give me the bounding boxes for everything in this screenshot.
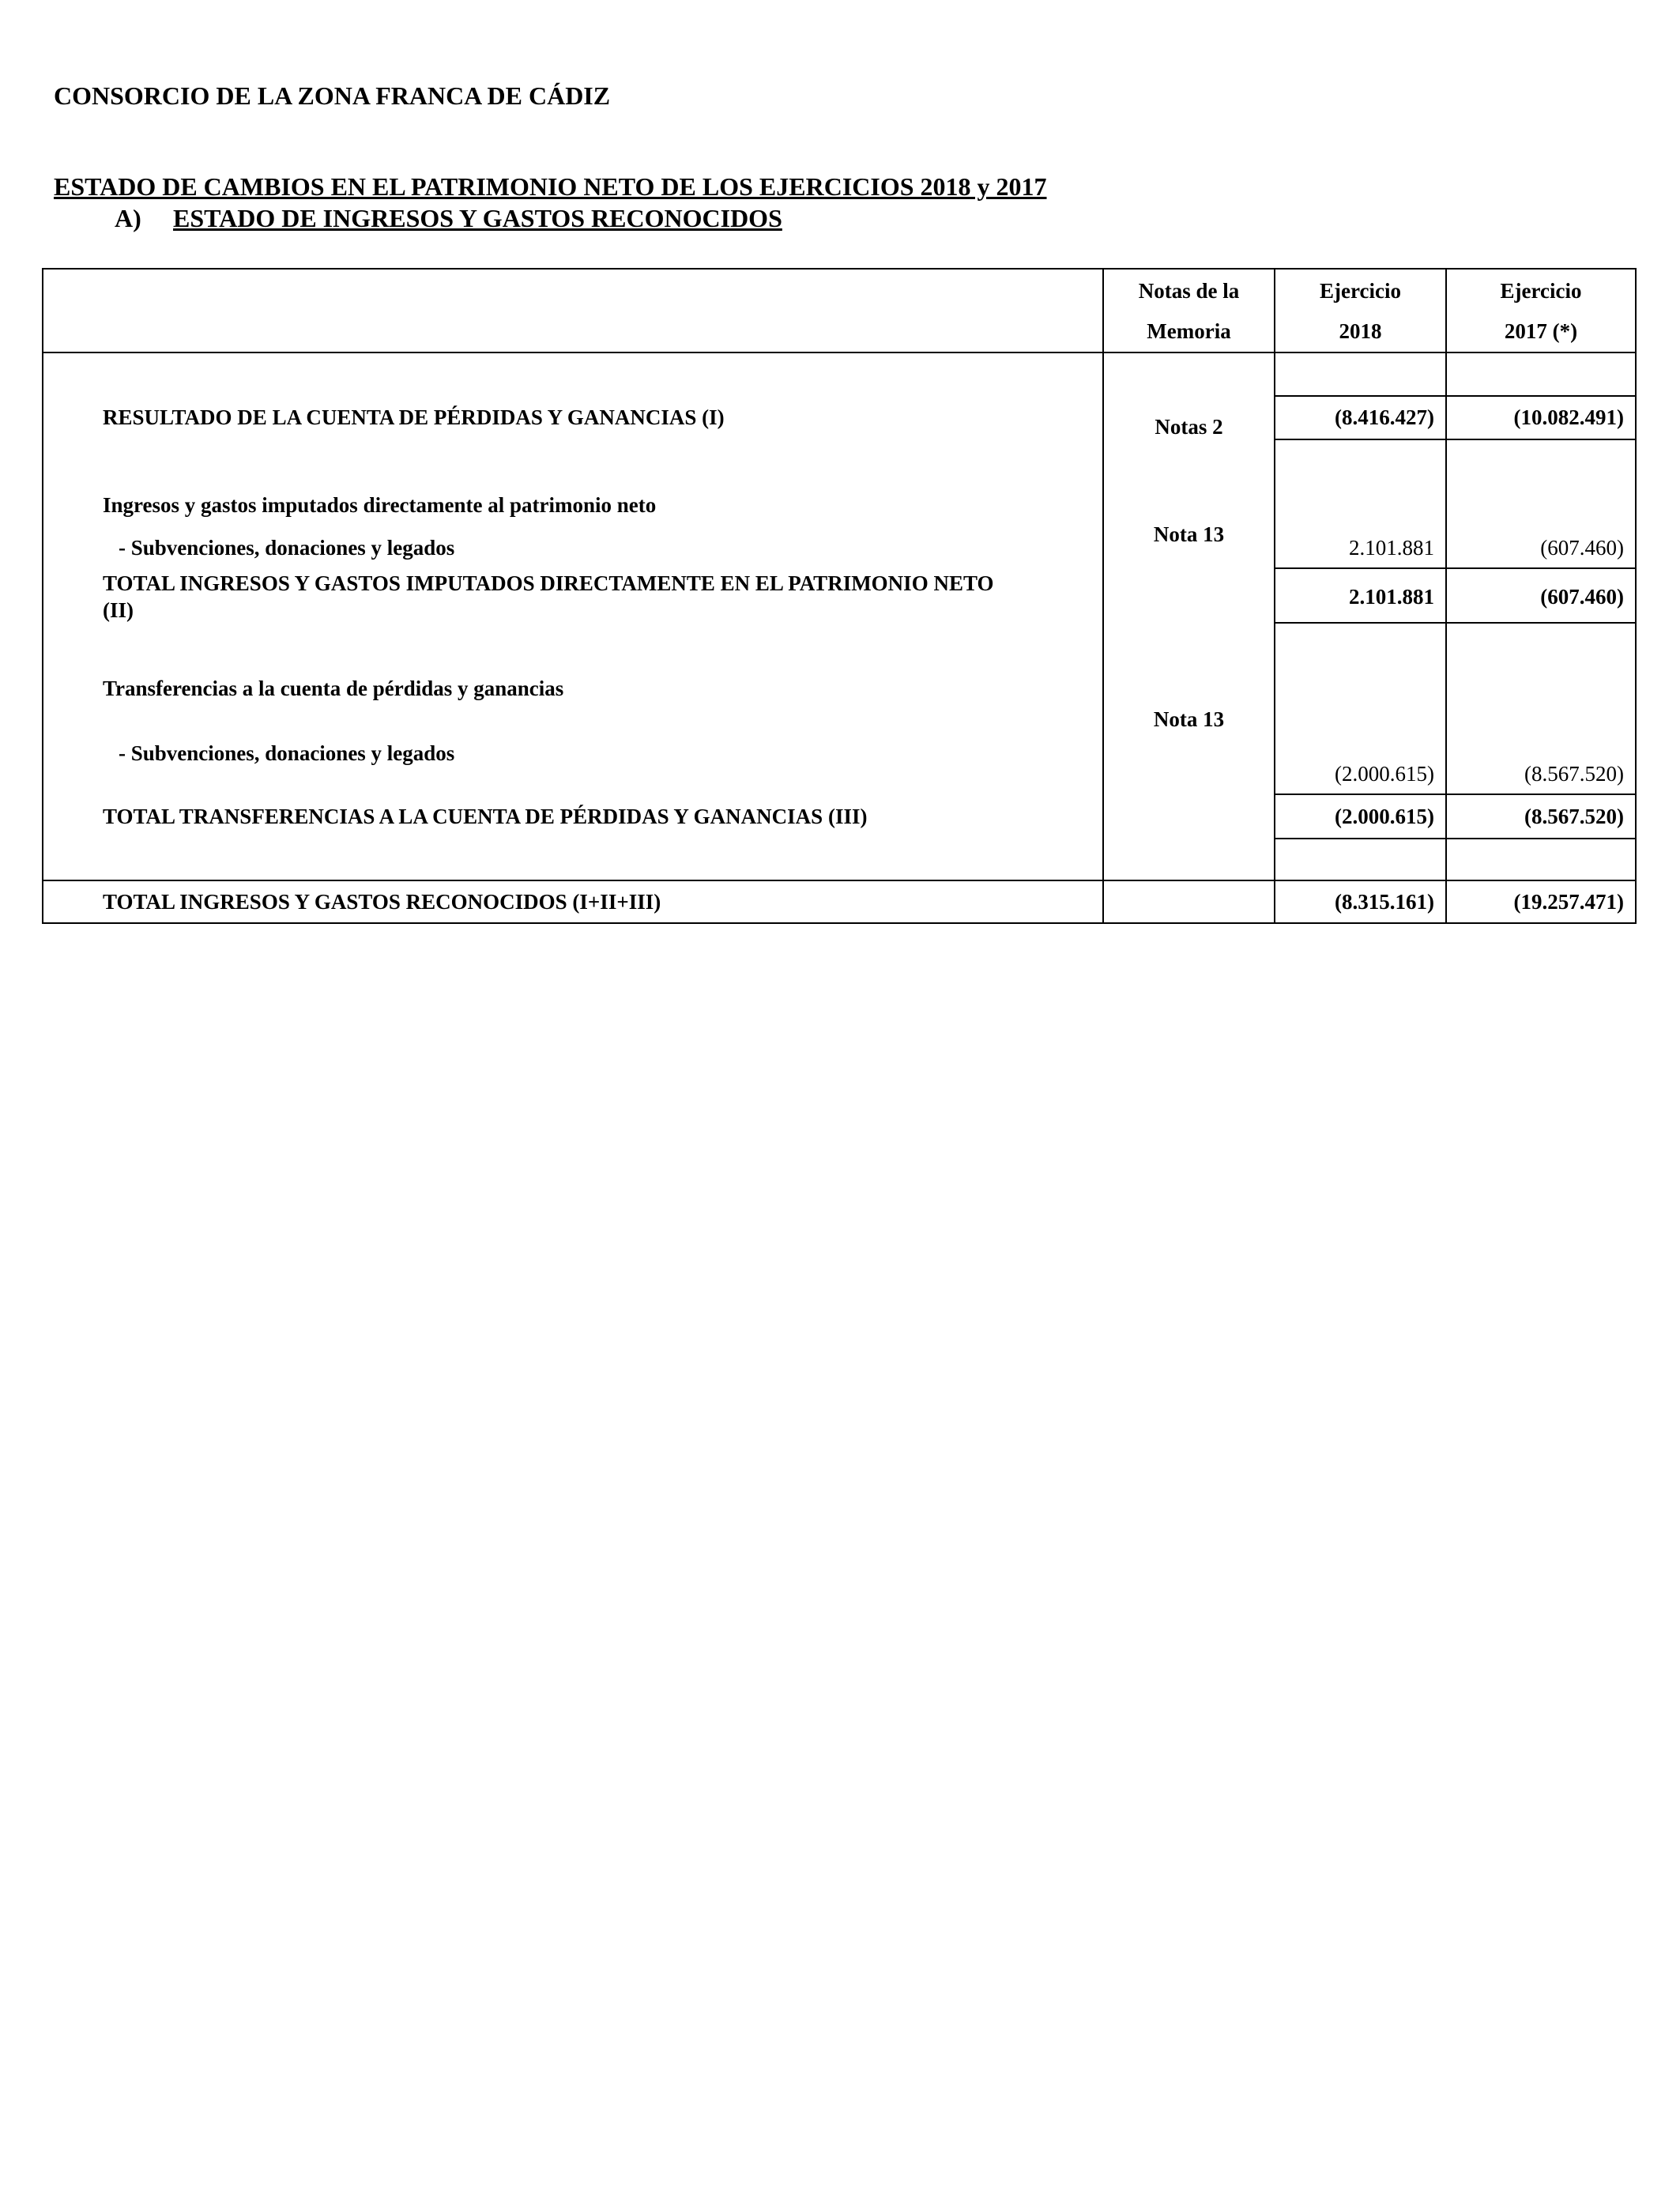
value-2017: (607.460): [1540, 536, 1624, 560]
cell-divider: [1274, 567, 1637, 569]
section-title: ESTADO DE INGRESOS Y GASTOS RECONOCIDOS: [173, 204, 782, 232]
row-note: Nota 13: [1153, 707, 1225, 731]
notes-column-header-line2: Memoria: [1147, 319, 1231, 343]
section-letter: A): [115, 204, 141, 232]
value-2018: (2.000.615): [1335, 805, 1434, 828]
value-2018: (2.000.615): [1335, 762, 1434, 786]
value-2018: (8.315.161): [1335, 890, 1434, 914]
entity-name: CONSORCIO DE LA ZONA FRANCA DE CÁDIZ: [54, 81, 611, 110]
value-2017: (607.460): [1540, 585, 1624, 609]
table-border-left: [42, 268, 43, 924]
row-label: TOTAL INGRESOS Y GASTOS RECONOCIDOS (I+II+III): [103, 890, 661, 914]
value-2017: (19.257.471): [1513, 890, 1624, 914]
row-label: Ingresos y gastos imputados directamente al patrimonio neto: [103, 493, 657, 517]
cell-divider: [1274, 395, 1637, 397]
value-2018: (8.416.427): [1335, 405, 1434, 429]
column-divider: [1102, 268, 1104, 924]
row-note: Notas 2: [1155, 415, 1223, 439]
row-label-continuation: (II): [103, 598, 134, 622]
value-2018: 2.101.881: [1349, 536, 1434, 560]
row-label: TOTAL INGRESOS Y GASTOS IMPUTADOS DIRECTAMENTE EN EL PATRIMONIO NETO: [103, 571, 994, 595]
cell-divider: [1274, 838, 1637, 839]
row-label: Transferencias a la cuenta de pérdidas y ganancias: [103, 677, 564, 700]
row-note: Nota 13: [1153, 522, 1225, 546]
year-2017-column-header: Ejercicio: [1500, 279, 1582, 303]
row-label: RESULTADO DE LA CUENTA DE PÉRDIDAS Y GANANCIAS (I): [103, 405, 725, 429]
year-2018-column-header-line2: 2018: [1339, 319, 1382, 343]
value-2017: (8.567.520): [1524, 762, 1624, 786]
value-2017: (8.567.520): [1524, 805, 1624, 828]
cell-divider: [1274, 622, 1637, 624]
row-sub-label: - Subvenciones, donaciones y legados: [119, 536, 455, 560]
grand-total-divider: [42, 880, 1637, 881]
table-border-bottom: [42, 922, 1637, 924]
row-label: TOTAL TRANSFERENCIAS A LA CUENTA DE PÉRDIDAS Y GANANCIAS (III): [103, 805, 868, 828]
value-2018: 2.101.881: [1349, 585, 1434, 609]
cell-divider: [1274, 439, 1637, 440]
table-border-right: [1635, 268, 1637, 924]
table-border-top: [42, 268, 1637, 270]
header-divider: [42, 352, 1637, 353]
row-sub-label: - Subvenciones, donaciones y legados: [119, 741, 455, 765]
statement-title: ESTADO DE CAMBIOS EN EL PATRIMONIO NETO DE LOS EJERCICIOS 2018 y 2017: [54, 172, 1047, 201]
value-2017: (10.082.491): [1513, 405, 1624, 429]
cell-divider: [1274, 794, 1637, 795]
year-2018-column-header: Ejercicio: [1320, 279, 1401, 303]
year-2017-column-header-line2: 2017 (*): [1504, 319, 1578, 343]
notes-column-header: Notas de la: [1138, 279, 1240, 303]
